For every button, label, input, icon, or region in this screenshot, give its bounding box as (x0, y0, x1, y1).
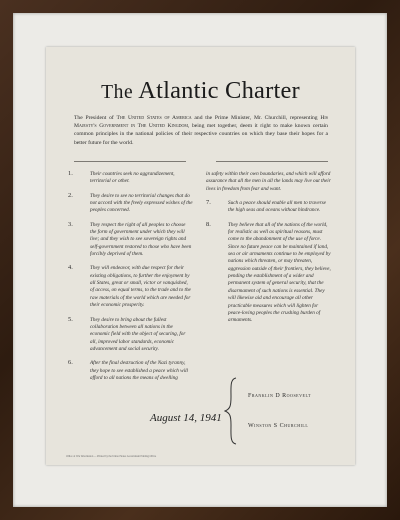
printer-imprint: Office of War Information — Printed by the United States Government Printing Office (66, 455, 157, 458)
preamble (74, 114, 328, 147)
divider-left (74, 161, 186, 162)
preamble-part-3: , being met together, deem it right to make known certain common principles in the national policies of their respective countries on which they base their hopes for a better future for the world. (74, 123, 328, 146)
mat-board (13, 13, 387, 507)
preamble-usa: The United States of America (116, 115, 192, 121)
point-3: 3. They respect the right of all peoples to choose the form of government under which they will live; and they wish to see sovereign rights and self-government restored to those who have been forcibly deprived of them. (68, 220, 192, 258)
point-6: 6. After the final destruction of the Nazi tyranny, they hope to see established a peace which will afford to all nations the means of dwelling (68, 359, 188, 381)
signatory-churchill: Winston S Churchill (248, 423, 309, 429)
point-6-continued: in safety within their own boundaries, and which will afford assurance that all the men in all the lands may live out their lives in freedom from fear and want. (206, 171, 331, 192)
point-8: 8. They believe that all of the nations of the world, for realistic as well as spiritual reasons, must come to the abandonment of the use of force. Since no future peace can be maintained if land, sea or air armaments continue to be employed by nations which threaten, or may threaten, aggression outside of their frontiers, they believe, pending the establishment of a wider and permanent system of general security, that the disarmament of such nations is essential. They will likewise aid and encourage all other practicable measures which will lighten for peace-loving peoples the crushing burden of armaments. (206, 220, 331, 324)
point-1: 1. Their countries seek no aggrandizement, territorial or other. (68, 170, 175, 185)
points-column-right (206, 171, 331, 332)
point-2: 2. They desire to see no territorial changes that do not accord with the freely expressed wishes of the peoples concerned. (68, 191, 193, 214)
preamble-part-2: and the Prime Minister, Mr. Churchill, representing (191, 115, 321, 121)
preamble-government: His Majesty's Government in The United Kingdom (74, 115, 328, 130)
points-column-left (68, 171, 193, 389)
point-7: 7. Such a peace should enable all men to traverse the high seas and oceans without hindrance. (206, 199, 326, 214)
signature-brace (224, 377, 238, 445)
title-article: The (101, 82, 134, 103)
charter-date: August 14, 1941 (150, 412, 222, 424)
poster-title (46, 77, 355, 105)
point-5: 5. They desire to bring about the fullest collaboration between all nations in the economic field with the object of securing, for all, improved labor standards, economic advancement and social security. (68, 315, 186, 352)
preamble-part-1: The President of (74, 115, 117, 121)
title-name: Atlantic Charter (138, 77, 300, 104)
signatory-roosevelt: Franklin D Roosevelt (248, 393, 311, 399)
divider-right (216, 161, 328, 162)
point-4: 4. They will endeavor, with due respect for their existing obligations, to further the enjoyment by all States, great or small, victor or vanquished, of access, on equal terms, to the trade and to the raw materials of the world which are needed for their economic prosperity. (68, 264, 191, 309)
charter-poster (46, 47, 355, 465)
